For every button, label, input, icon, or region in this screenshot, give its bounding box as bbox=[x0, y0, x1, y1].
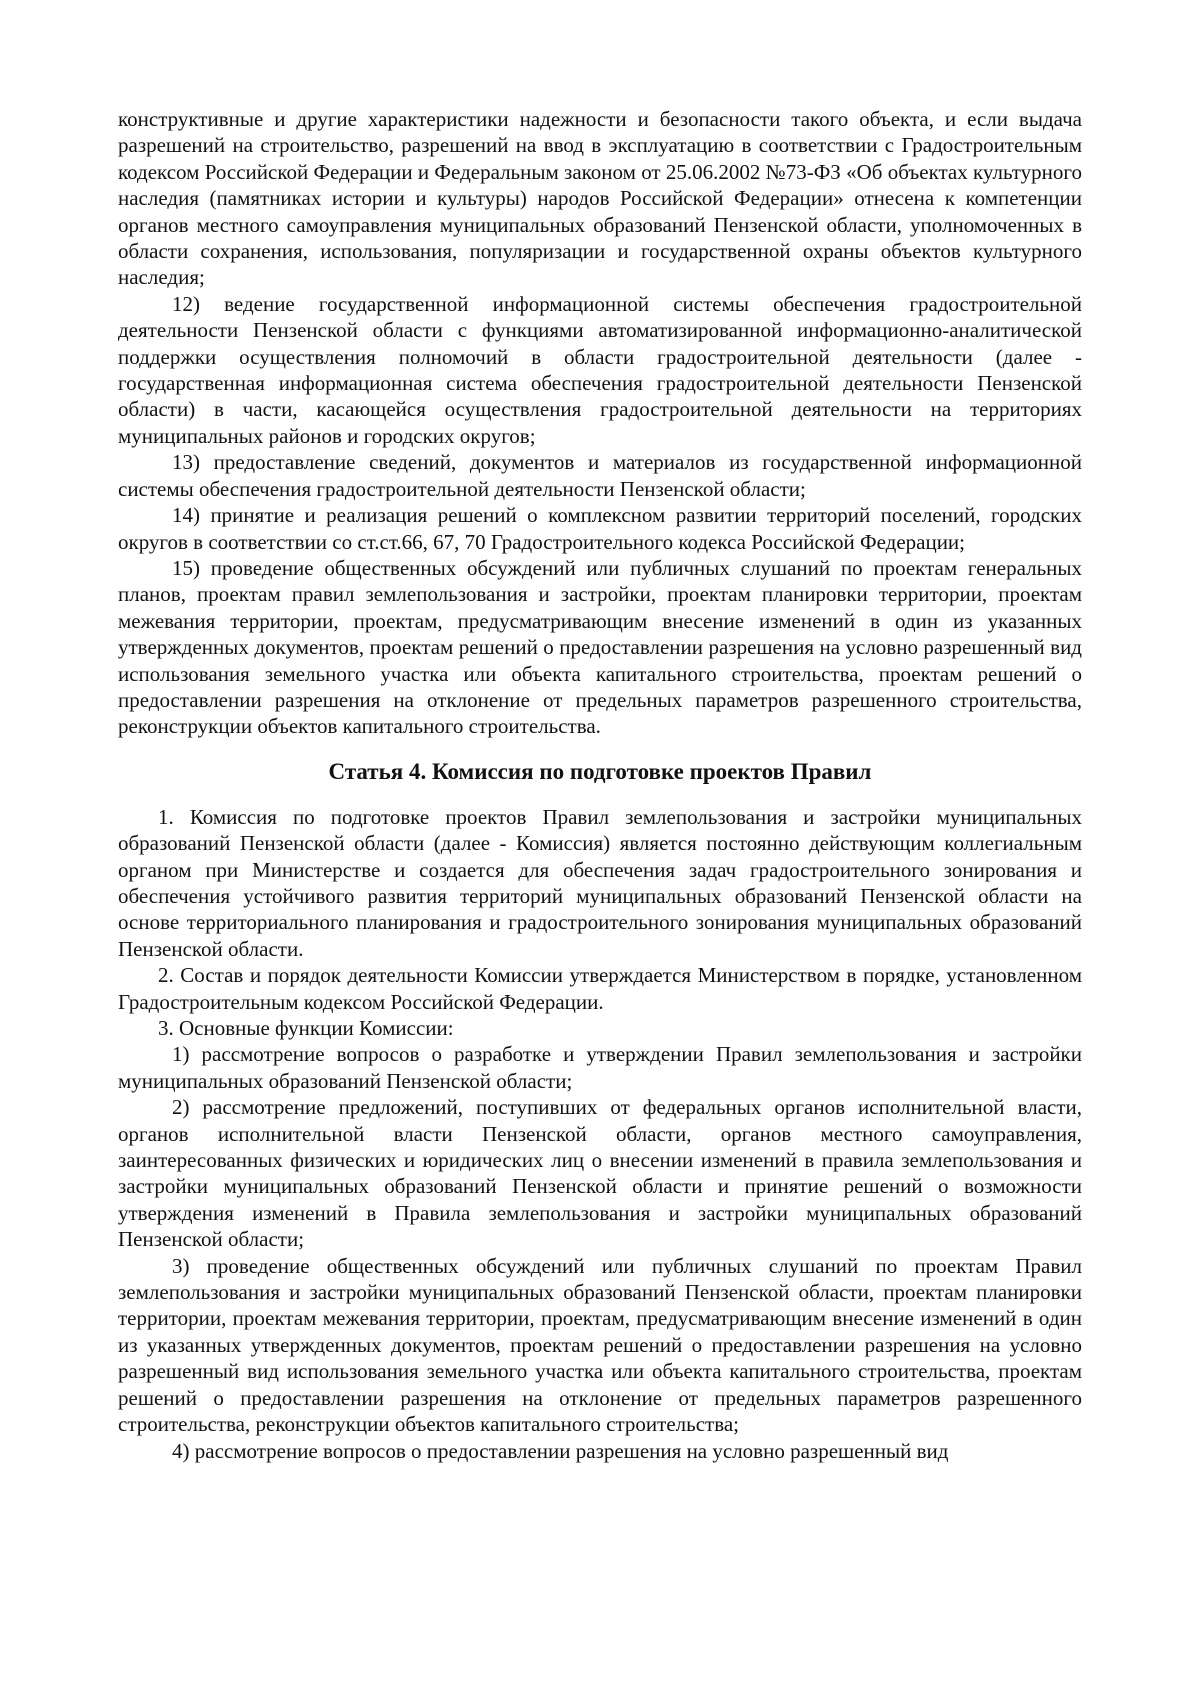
function-item-2: 2) рассмотрение предложений, поступивших от федеральных органов исполнительной власти, органов исполнительной власти Пензенской области, органов местного самоуправления, заинтересованных физических и юридических лиц о внесении изменений в правила землепользования и застройки муниципальных образований Пензенской области и принятие решений о возможности утверждения изменений в Правила землепользования и застройки муниципальных образований Пензенской области; bbox=[118, 1095, 1082, 1252]
article-heading: Статья 4. Комиссия по подготовке проектов Правил bbox=[328, 758, 872, 784]
function-item-1: 1) рассмотрение вопросов о разработке и утверждении Правил землепользования и застройки муниципальных образований Пензенской области; bbox=[118, 1042, 1082, 1093]
paragraph-intro: конструктивные и другие характеристики надежности и безопасности такого объекта, и если выдача разрешений на строительство, разрешений на ввод в эксплуатацию в соответствии с Градостроительным кодексом Российской Федерации и Федеральным законом от 25.06.2002 №73-ФЗ «Об объектах культурного наследия (памятниках истории и культуры) народов Российской Федерации» отнесена к компетенции органов местного самоуправления муниципальных образований Пензенской области, уполномоченных в области сохранения, использования, популяризации и государственной охраны объектов культурного наследия; bbox=[118, 107, 1082, 290]
paragraph-item-13: 13) предоставление сведений, документов и материалов из государственной информационной системы обеспечения градостроительной деятельности Пензенской области; bbox=[118, 450, 1082, 501]
function-item-4: 4) рассмотрение вопросов о предоставлении разрешения на условно разрешенный вид bbox=[172, 1438, 949, 1463]
article-clause-3: 3. Основные функции Комиссии: bbox=[158, 1016, 454, 1040]
function-item-3: 3) проведение общественных обсуждений или публичных слушаний по проектам Правил землепользования и застройки муниципальных образований Пензенской области, проектам планировки территории, проектам межевания территории, проектам, предусматривающим внесение изменений в один из указанных утвержденных документов, проектам решений о предоставлении разрешения на условно разрешенный вид использования земельного участка или объекта капитального строительства, проектам решений о предоставлении разрешения на отклонение от предельных параметров разрешенного строительства, реконструкции объектов капитального строительства; bbox=[118, 1253, 1082, 1437]
article-clause-1: 1. Комиссия по подготовке проектов Правил землепользования и застройки муниципальных образований Пензенской области (далее - Комиссия) является постоянно действующим коллегиальным органом при Министерстве и создается для обеспечения задач градостроительного зонирования и обеспечения устойчивого развития территорий муниципальных образований Пензенской области на основе территориального планирования и градостроительного зонирования муниципальных образований Пензенской области. bbox=[118, 804, 1082, 961]
paragraph-item-12: 12) ведение государственной информационной системы обеспечения градостроительной деятельности Пензенской области с функциями автоматизированной информационно-аналитической поддержки осуществления полномочий в области градостроительной деятельности (далее - государственная информационная система обеспечения градостроительной деятельности Пензенской области) в части, касающейся осуществления градостроительной деятельности на территориях муниципальных районов и городских округов; bbox=[118, 291, 1082, 448]
paragraph-item-14: 14) принятие и реализация решений о комплексном развитии территорий поселений, городских округов в соответствии со ст.ст.66, 67, 70 Градостроительного кодекса Российской Федерации; bbox=[118, 503, 1082, 554]
paragraph-item-15: 15) проведение общественных обсуждений или публичных слушаний по проектам генеральных планов, проектам правил землепользования и застройки, проектам планировки территории, проектам межевания территории, проектам, предусматривающим внесение изменений в один из указанных утвержденных документов, проектам решений о предоставлении разрешения на условно разрешенный вид использования земельного участка или объекта капитального строительства, проектам решений о предоставлении разрешения на отклонение от предельных параметров разрешенного строительства, реконструкции объектов капитального строительства. bbox=[118, 555, 1082, 739]
article-clause-2: 2. Состав и порядок деятельности Комиссии утверждается Министерством в порядке, установленном Градостроительным кодексом Российской Федерации. bbox=[118, 963, 1082, 1014]
document-page bbox=[118, 106, 1082, 1464]
